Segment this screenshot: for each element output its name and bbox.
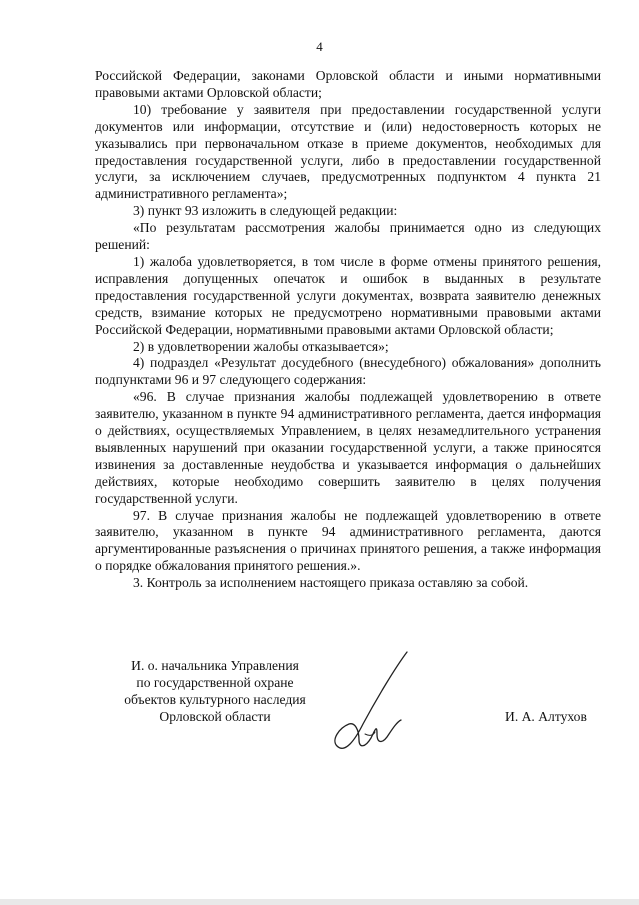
- signatory-position: [95, 657, 335, 725]
- paragraph-item-10: 10) требование у заявителя при предоставлении государственной услуги документов или информации, отсутствие и (или) недостоверность которых не указывались при первоначальном отказе в приеме документов, необходимых для предоставления государственной услуги, либо в предоставлении государственной услуги, за исключением случаев, предусмотренных подпунктом 4 пункта 21 административного регламента»;: [95, 101, 601, 202]
- paragraph-control-clause: 3. Контроль за исполнением настоящего приказа оставляю за собой.: [133, 575, 529, 591]
- paragraph-subsection-amendment: 4) подраздел «Результат досудебного (внесудебного) обжалования» дополнить подпунктами 96 и 97 следующего содержания:: [95, 355, 601, 388]
- paragraph-point-93-intro: «По результатам рассмотрения жалобы принимается одно из следующих решений:: [95, 220, 601, 253]
- signatory-position-line: Орловской области: [159, 709, 271, 724]
- signatory-position-line: И. о. начальника Управления: [131, 658, 299, 673]
- signatory-name: И. А. Алтухов: [505, 709, 587, 724]
- page-number: 4: [316, 39, 323, 54]
- handwritten-signature: [315, 650, 435, 760]
- signatory-position-line: объектов культурного наследия: [124, 692, 306, 707]
- paragraph-point-97: 97. В случае признания жалобы не подлежащей удовлетворению в ответе заявителю, указанном в пункте 94 административного регламента, даются аргументированные разъяснения о причинах принятого решения, а также информация о порядке обжалования принятого решения.».: [95, 507, 601, 574]
- signatory-position-line: по государственной охране: [136, 675, 294, 690]
- paragraph-point-93-amendment: 3) пункт 93 изложить в следующей редакции:: [133, 203, 398, 219]
- paragraph-complaint-rejected: 2) в удовлетворении жалобы отказывается»;: [133, 338, 389, 354]
- document-body: [95, 68, 601, 592]
- paragraph-continuation: Российской Федерации, законами Орловской области и иными нормативными правовыми актами Орловской области;: [95, 68, 601, 100]
- paragraph-point-96: «96. В случае признания жалобы подлежащей удовлетворению в ответе заявителю, указанном в пункте 94 административного регламента, дается информация о действиях, осуществляемых Управлением, в целях незамедлительного устранения выявленных нарушений при оказании государственной услуги, а также приносятся извинения за доставленные неудобства и указывается информация о дальнейших действиях, которые необходимо совершить заявителю в целях получения государственной услуги.: [95, 389, 601, 506]
- scan-edge: [0, 899, 639, 905]
- paragraph-complaint-satisfied: 1) жалоба удовлетворяется, в том числе в форме отмены принятого решения, исправления допущенных опечаток и ошибок в выданных в результате предоставления государственной услуги документах, возврата заявителю денежных средств, взимание которых не предусмотрено нормативными правовыми актами Российской Федерации, нормативными правовыми актами Орловской области;: [95, 253, 601, 337]
